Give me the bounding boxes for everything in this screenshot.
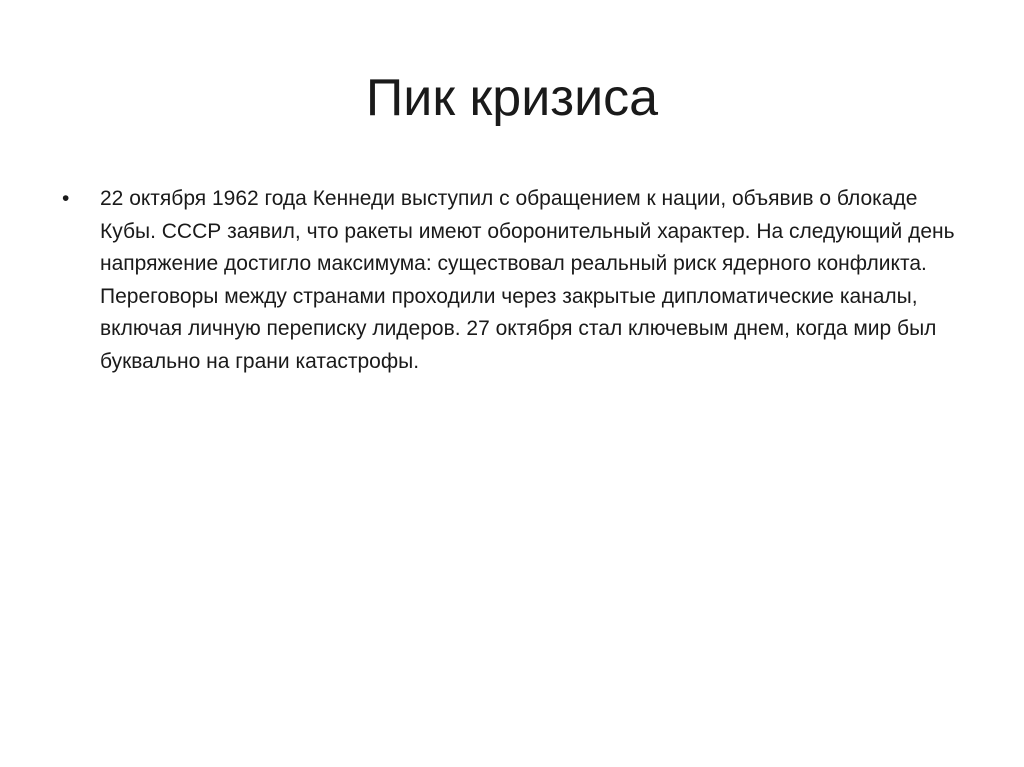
- bullet-marker: •: [62, 187, 70, 210]
- bullet-item: [60, 183, 960, 378]
- bullet-text: 22 октября 1962 года Кеннеди выступил с обращением к нации, объявив о блокаде Кубы. СССР заявил, что ракеты имеют оборонительный характер. На следующий день напряжение достигло максимума: существовал реальный риск ядерного конфликта. Переговоры между странами проходили через закрытые дипломатические каналы, включая личную переписку лидеров. 27 октября стал ключевым днем, когда мир был буквально на грани катастрофы.: [100, 187, 955, 373]
- bullet-list: [60, 183, 960, 378]
- slide-title: Пик кризиса: [365, 69, 659, 127]
